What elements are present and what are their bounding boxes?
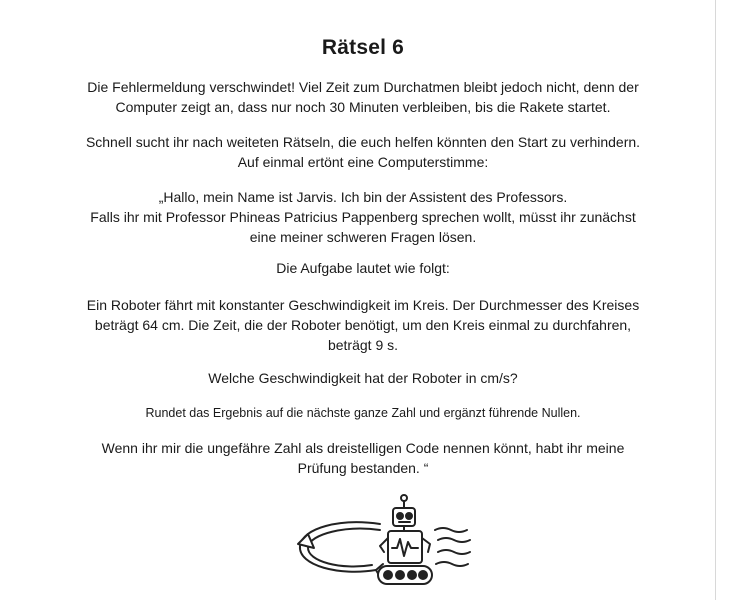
text-line: Welche Geschwindigkeit hat der Roboter in cm/s? [208,370,518,386]
text-line: Computer zeigt an, dass nur noch 30 Minuten verbleiben, bis die Rakete startet. [115,99,611,115]
paragraph-task-intro [30,258,696,278]
paragraph-intro [30,77,696,117]
paragraph-jarvis-greeting [30,187,696,247]
paragraph-closing [30,438,696,478]
text-line: Auf einmal ertönt eine Computerstimme: [237,154,489,170]
text-line: Die Fehlermeldung verschwindet! Viel Zeit zum Durchatmen bleibt jedoch nicht, denn der [87,79,639,95]
text-line: beträgt 64 cm. Die Zeit, die der Roboter benötigt, um den Kreis einmal zu durchfahren, [94,317,632,333]
text-line: Rundet das Ergebnis auf die nächste ganze Zahl und ergänzt führende Nullen. [145,406,581,420]
page-title: Rätsel 6 [321,36,405,59]
text-line: Wenn ihr mir die ungefähre Zahl als dreistelligen Code nennen könnt, habt ihr meine [101,440,625,456]
text-line: Falls ihr mit Professor Phineas Patricius Pappenberg sprechen wollt, müsst ihr zunächst [90,209,636,225]
text-line: Prüfung bestanden. “ [297,460,429,476]
text-line: Die Aufgabe lautet wie folgt: [276,260,450,276]
paragraph-task [30,295,696,355]
paragraph-hint [30,403,696,423]
text-line: Schnell sucht ihr nach weiteten Rätseln, die euch helfen könnten den Start zu verhindern. [85,134,641,150]
text-line: „Hallo, mein Name ist Jarvis. Ich bin der Assistent des Professors. [158,189,568,205]
paragraph-question [30,368,696,388]
paragraph-search [30,132,696,172]
text-line: eine meiner schweren Fragen lösen. [249,229,477,245]
robot-driving-circle-icon [280,494,480,600]
text-line: beträgt 9 s. [327,337,399,353]
text-line: Ein Roboter fährt mit konstanter Geschwindigkeit im Kreis. Der Durchmesser des Kreises [86,297,640,313]
page-edge-divider [715,0,716,600]
